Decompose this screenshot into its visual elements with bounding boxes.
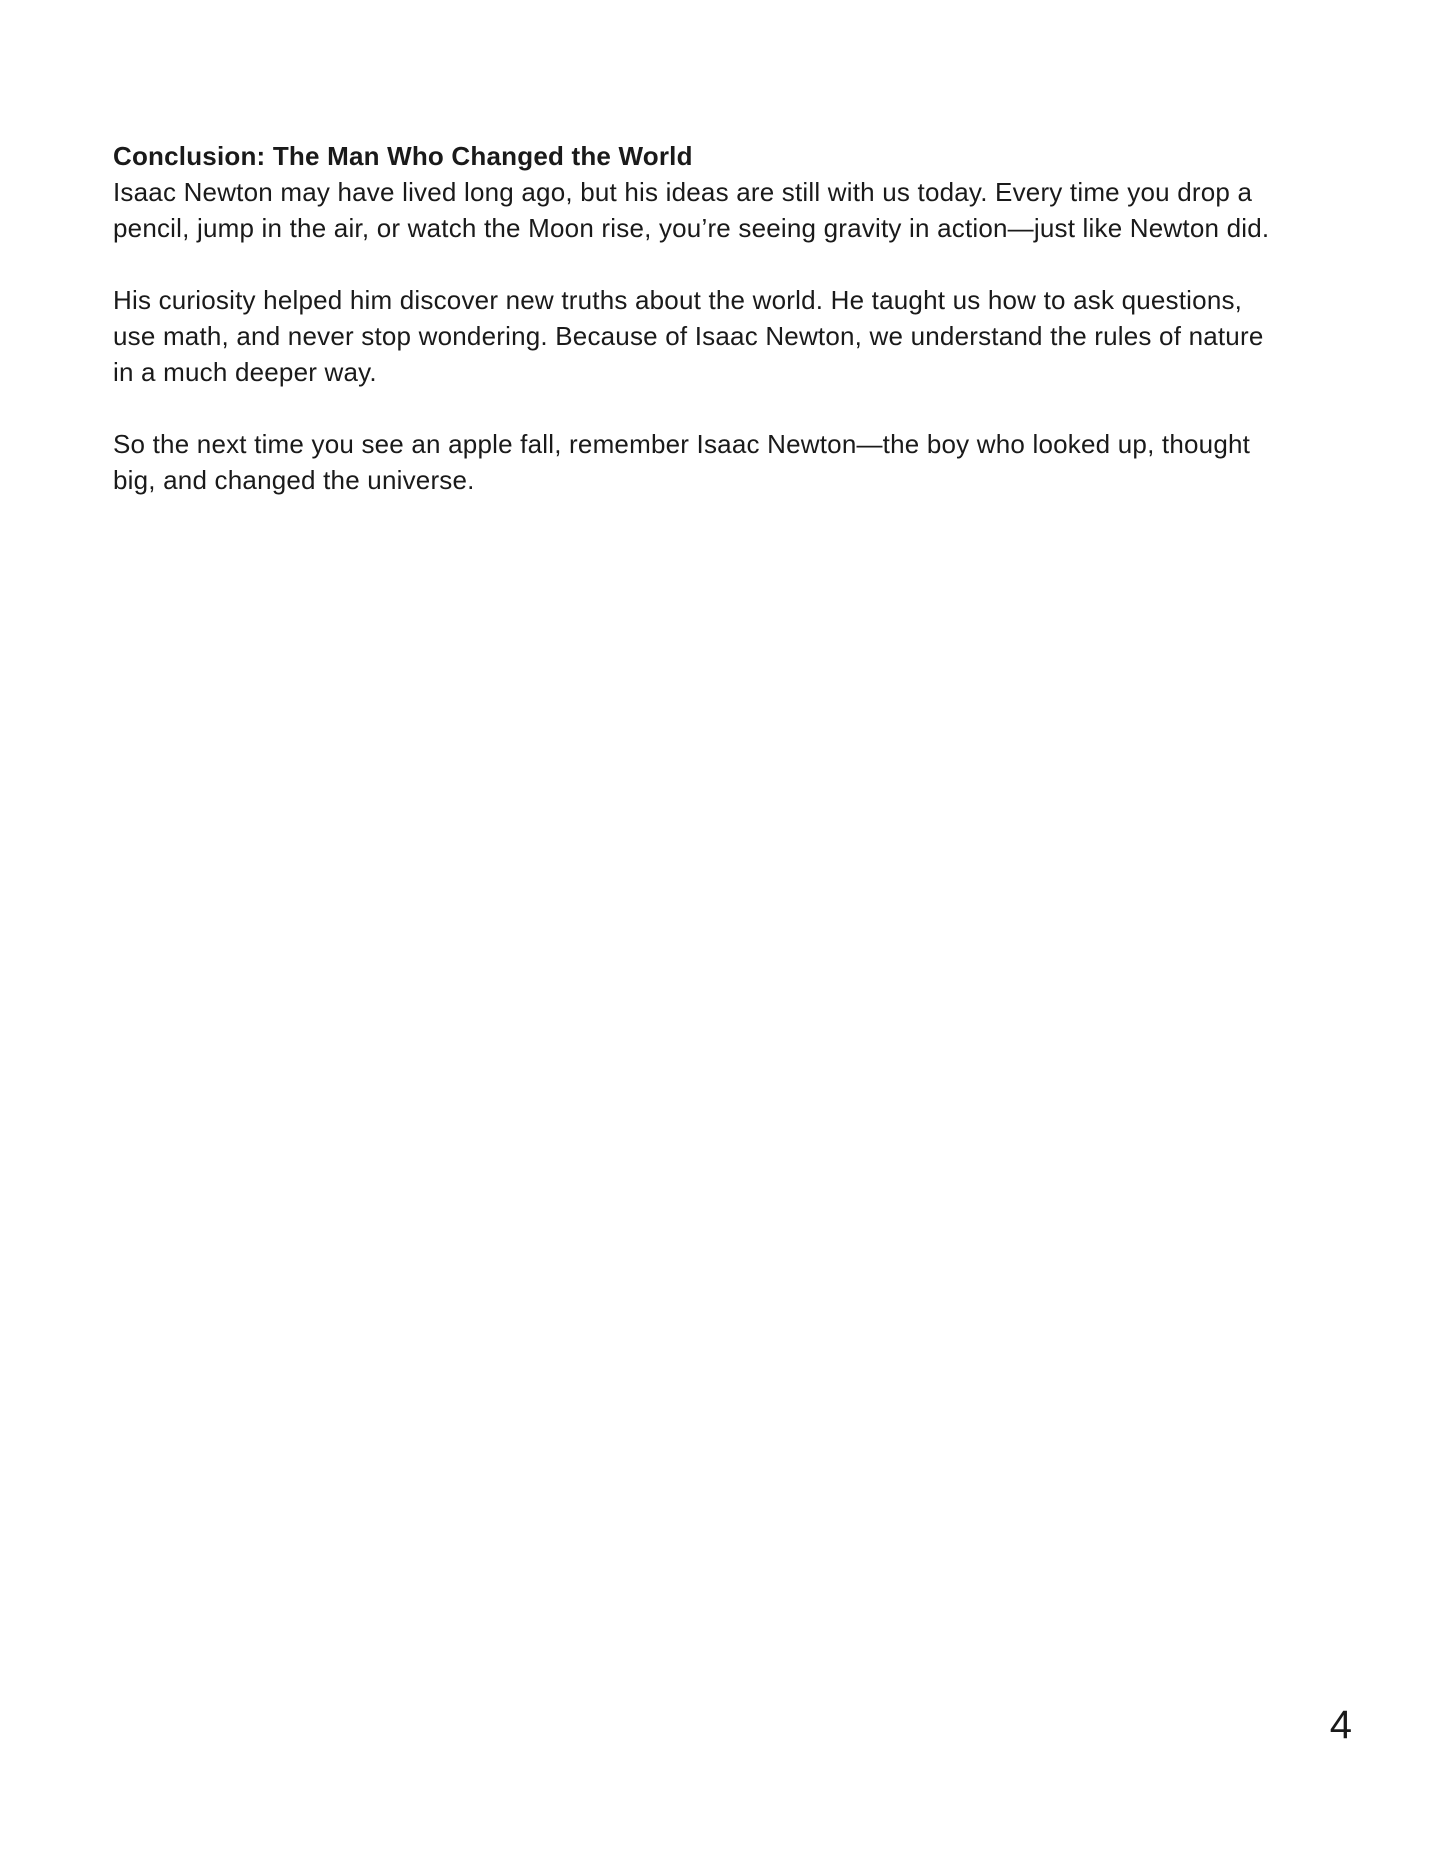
document-body	[113, 138, 1303, 498]
page-number: 4	[1329, 1703, 1352, 1747]
section-heading: Conclusion: The Man Who Changed the World	[113, 141, 693, 171]
text-line: pencil, jump in the air, or watch the Moon rise, you’re seeing gravity in action—just like Newton did.	[113, 213, 1270, 243]
text-line: use math, and never stop wondering. Because of Isaac Newton, we understand the rules of nature	[113, 321, 1264, 351]
text-line: So the next time you see an apple fall, remember Isaac Newton—the boy who looked up, thought	[113, 429, 1251, 459]
paragraph-1	[113, 174, 1303, 246]
text-line: His curiosity helped him discover new truths about the world. He taught us how to ask questions,	[113, 285, 1243, 315]
text-line: in a much deeper way.	[113, 357, 377, 387]
text-line: Isaac Newton may have lived long ago, but his ideas are still with us today. Every time you drop a	[113, 177, 1253, 207]
paragraph-2	[113, 282, 1303, 390]
paragraph-3	[113, 426, 1303, 498]
text-line: big, and changed the universe.	[113, 465, 475, 495]
